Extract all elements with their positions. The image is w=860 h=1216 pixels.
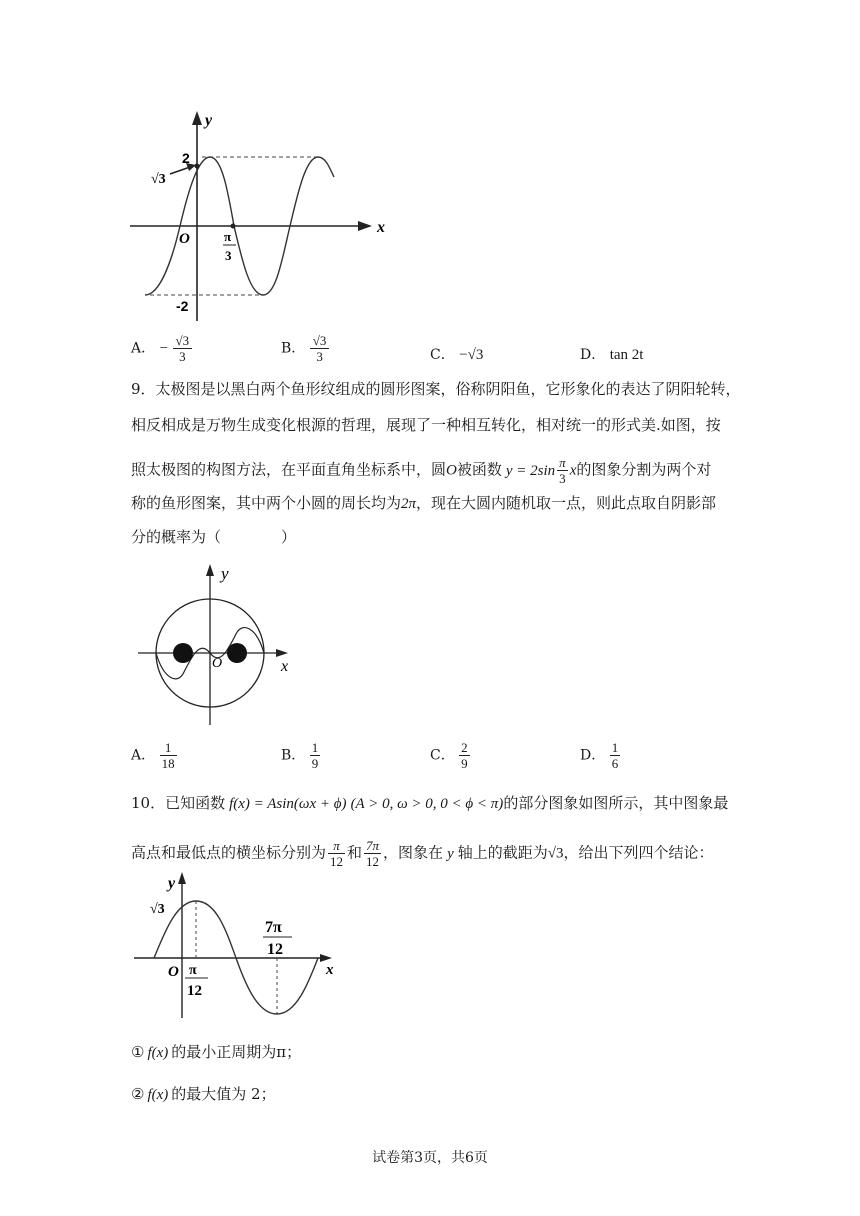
option-label: D．	[580, 347, 606, 363]
conclusion-2: ② f(x) 的最大值为 2；	[131, 1085, 276, 1103]
q9-line-4: 称的鱼形图案，其中两个小圆的周长均为2π，现在大圆内随机取一点，则此点取自阴影部	[131, 494, 717, 512]
tick-label-2: 2	[182, 150, 190, 166]
q9-option-d[interactable]: D． $\frac{1}{6}$	[580, 740, 619, 771]
q9-line-5: 分的概率为（ ）	[131, 528, 297, 546]
q8-option-c[interactable]	[430, 344, 483, 364]
option-value: −√3	[459, 347, 484, 363]
tick-label-7pi12-num: 7π	[265, 919, 282, 936]
conclusion-1: ① f(x) 的最小正周期为π；	[131, 1043, 302, 1061]
option-value: tan 2t	[609, 347, 644, 363]
tick-label-sqrt3: √3	[151, 172, 166, 187]
y-intercept-point	[195, 164, 200, 169]
option-label: C．	[430, 347, 455, 363]
q8-option-a[interactable]: A． − $\frac{√3}{3}$	[131, 333, 192, 364]
q8-option-d[interactable]	[580, 344, 643, 364]
figure-q9-taiji	[130, 560, 305, 730]
tick-label-neg2: -2	[176, 298, 189, 314]
x-axis-label: x	[326, 962, 334, 978]
option-label: A．	[131, 340, 156, 357]
q9-option-a[interactable]: A． $\frac{1}{18}$	[131, 740, 175, 771]
y-axis-label: y	[168, 875, 176, 892]
y-axis-arrow	[178, 872, 186, 884]
tick-label-pi12-num: π	[189, 963, 197, 978]
origin-label: O	[212, 656, 223, 671]
tick-label-pi12-den: 12	[187, 983, 202, 999]
x-axis-label: x	[377, 219, 385, 236]
tick-label-pi: π	[224, 229, 232, 244]
tick-label-3: 3	[225, 248, 232, 263]
origin-label: O	[168, 964, 179, 980]
y-axis-arrow	[192, 111, 202, 125]
q9-line-1: 9．太极图是以黑白两个鱼形纹组成的圆形图案，俗称阴阳鱼，它形象化的表达了阴阳轮转，	[131, 380, 741, 398]
x-axis-arrow	[320, 954, 332, 962]
q9-option-b[interactable]: B． $\frac{1}{9}$	[281, 740, 319, 771]
sqrt3-pointer	[170, 167, 190, 174]
q9-option-c[interactable]: C． $\frac{2}{9}$	[430, 740, 468, 771]
figure-q8-sine-graph	[120, 105, 400, 330]
x-axis-label: x	[281, 658, 289, 675]
figure-q10-sine-graph	[130, 868, 345, 1023]
option-label: B．	[281, 340, 306, 357]
y-axis-label: y	[221, 564, 229, 583]
y-axis-arrow	[206, 564, 214, 576]
y-axis-label: y	[205, 112, 213, 129]
q9-line-3: 照太极图的构图方法，在平面直角坐标系中，圆O被函数 y = 2sin $\frac{\pi}{3}$ x的图象分割为两个对	[131, 455, 712, 486]
small-circle-right	[227, 643, 247, 663]
x-axis-arrow	[358, 221, 372, 231]
tick-label-7pi12-den: 12	[267, 941, 283, 958]
q10-line-2: 高点和最低点的横坐标分别为 $\frac{\pi}{12}$ 和 $\frac{7\pi}{12}$ ，图象在 y 轴上的截距为√3，给出下列四个结论：	[131, 838, 714, 869]
tick-label-sqrt3: √3	[150, 902, 165, 917]
q9-line-2: 相反相成是万物生成变化根源的哲理，展现了一种相互转化，相对统一的形式美.如图，按	[131, 416, 721, 434]
small-circle-left	[173, 643, 193, 663]
q10-line-1: 10．已知函数 f(x) = Asin(ωx + ϕ) (A > 0, ω > 0, 0 < ϕ < π)的部分图象如图所示，其中图象最	[131, 794, 729, 812]
x-intercept-point	[231, 224, 236, 229]
origin-label: O	[179, 231, 190, 247]
page-footer: 试卷第3页，共6页	[372, 1150, 488, 1166]
x-axis-arrow	[276, 649, 288, 657]
q8-option-b[interactable]: B． $\frac{√3}{3}$	[281, 333, 329, 364]
